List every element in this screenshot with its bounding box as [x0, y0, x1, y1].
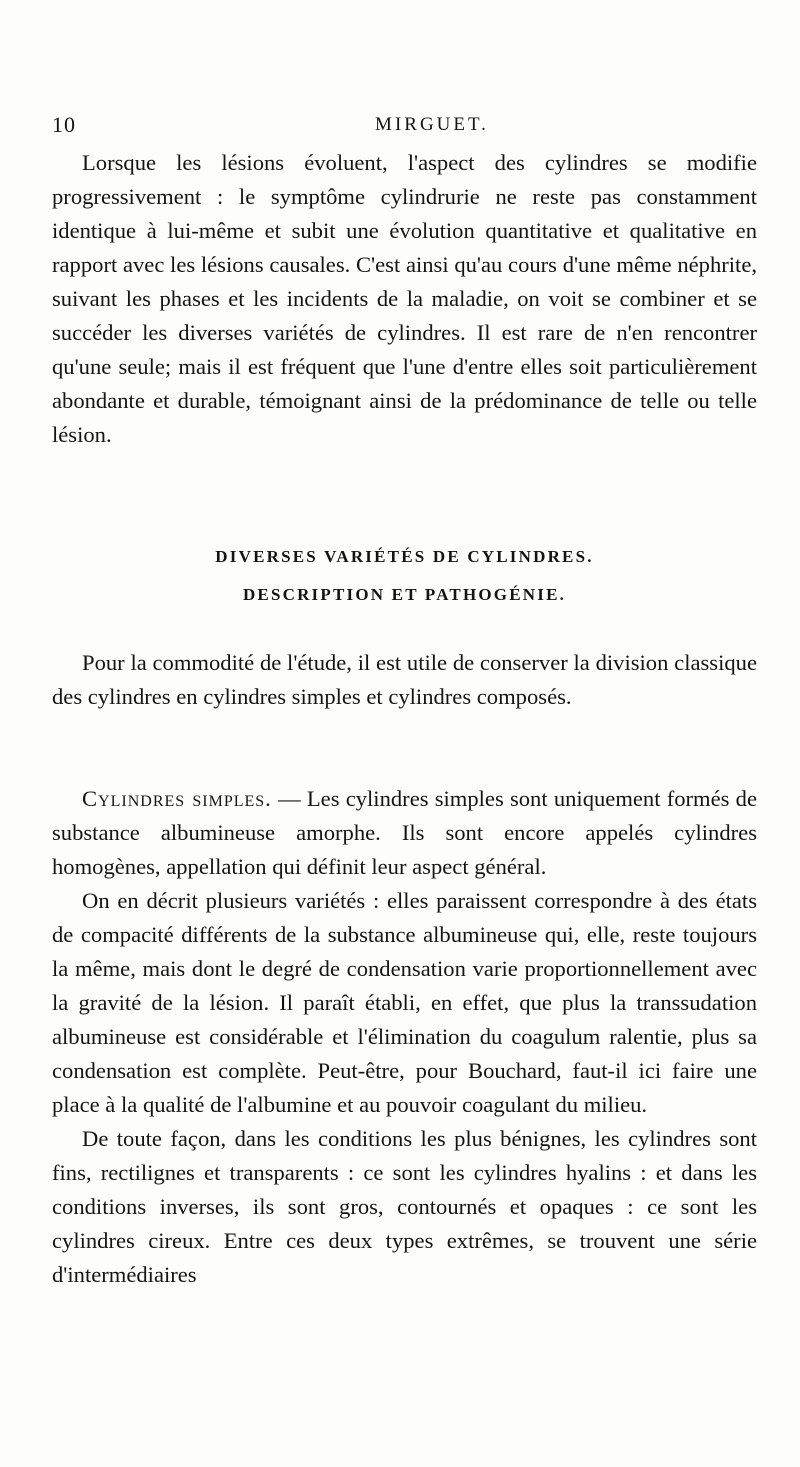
- subsection-lead: Cylindres simples.: [82, 786, 272, 811]
- running-head: [52, 112, 752, 142]
- page-number: 10: [52, 112, 76, 137]
- paragraph-varieties: On en décrit plusieurs variétés : elles paraissent correspondre à des états de compacité différents de la substance albumineuse qui, elle, reste toujours la même, mais dont le degré de condensation varie proportionnellement avec la gravité de la lésion. Il paraît établi, en effet, que plus la transsudation albumineuse est considérable et l'élimination du coagulum ralentie, plus sa condensation est complète. Peut-être, pour Bouchard, faut-il ici faire une place à la qualité de l'albumine et au pouvoir coagulant du milieu.: [52, 888, 757, 1117]
- section-heading-line-2: DESCRIPTION ET PATHOGÉNIE.: [242, 585, 567, 604]
- paragraph-group-simple-cylinders: [52, 782, 757, 1292]
- paragraph-hyaline-waxy: De toute façon, dans les conditions les plus bénignes, les cylindres sont fins, rectilignes et transparents : ce sont les cylindres hyalins : et dans les conditions inverses, ils sont gros, contournés et opaques : ce sont les cylindres cireux. Entre ces deux types extrêmes, se trouvent une série d'intermédiaires: [52, 1126, 757, 1287]
- paragraph-text: Les cylindres simples sont uniquement formés de substance albumineuse amorphe. Ils sont encore appelés cylindres homogènes, appellation qui définit leur aspect général.: [52, 786, 757, 879]
- section-heading-line-1: DIVERSES VARIÉTÉS DE CYLINDRES.: [215, 547, 594, 566]
- paragraph-text: Lorsque les lésions évoluent, l'aspect des cylindres se modifie progressivement : le symptôme cylindrurie ne reste pas constamment identique à lui-même et subit une évolution quantitative et qualitative en rapport avec les lésions causales. C'est ainsi qu'au cours d'une même néphrite, suivant les phases et les incidents de la maladie, on voit se combiner et se succéder les diverses variétés de cylindres. Il est rare de n'en rencontrer qu'une seule; mais il est fréquent que l'une d'entre elles soit particulièrement abondante et durable, témoignant ainsi de la prédominance de telle ou telle lésion.: [52, 150, 757, 447]
- section-heading: [52, 538, 757, 614]
- running-title: MIRGUET.: [375, 114, 489, 135]
- paragraph-lesions-evolution: [52, 146, 757, 452]
- paragraph-simple-cylinders: [52, 782, 757, 884]
- paragraph-classification: [52, 646, 757, 714]
- em-dash: —: [271, 786, 307, 811]
- paragraph-text: Pour la commodité de l'étude, il est utile de conserver la division classique des cylindres en cylindres simples et cylindres composés.: [52, 650, 757, 709]
